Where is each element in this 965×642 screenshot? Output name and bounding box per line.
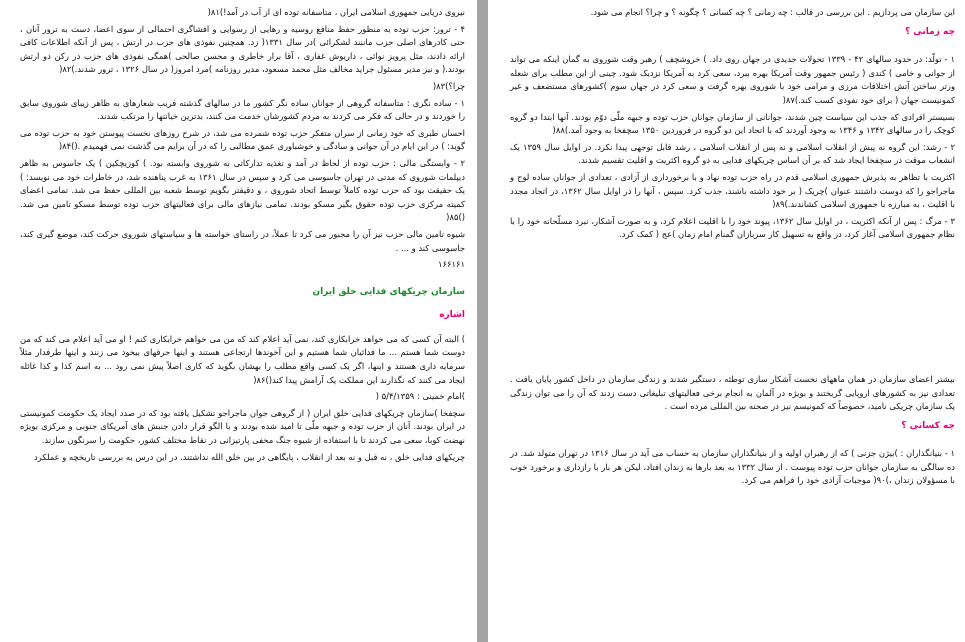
- page-number-note: ۱۶۶۱۶۱: [438, 259, 465, 270]
- paragraph: احسان طبری که خود زمانی از سران متفکر حزب توده شمرده می شد، در شرح روزهای نخست پیوستن خود به حزب توده می گوید: ) در این ایام در آن جوانی و سادگی و خوشباوری عمق مطالبی را که در آن برایم می گذشت نمی فهمیدم .()۸۴(: [20, 127, 465, 152]
- right-page: [488, 0, 965, 642]
- left-page: [0, 0, 477, 642]
- section-heading-org: سازمان چریکهای فدایی خلق ایران: [312, 286, 465, 297]
- paragraph: بیشتر اعضای سازمان در همان ماههای نخست آشکار سازی توطئه ، دستگیر شدند و زندگی سازمان در داخل کشور پایان یافت . تعدادی نیز به کشورهای اروپایی گریختند و بویژه در آلمان به انجام برخی فعالیتهای تبلیغاتی دست زدند که آن را می توان زندگی یک سازمان چریکی نامید، خصوصاً که کمونیسم نیز در صحنه بین المللی مرده است .: [510, 373, 955, 412]
- paragraph: ۱ - بنیانگذاران : )بیژن جزنی ) که از رهبران اولیه و از بنیانگذاران سازمان به حساب می آید در سال ۱۳۱۶ در تهران متولد شد. در ده سالگی به سازمان جوانان حزب توده پیوست . از سال ۱۳۳۲ به بعد بارها به زندان افتاد، لیکن هر بار با رازداری و برخورد خوب با مسؤولان زندان ،)۹۰( موجبات آزادی خود را فراهم می کرد.: [510, 448, 956, 486]
- section-heading-when: چه زمانی ؟: [904, 26, 955, 37]
- paragraph: چرا؟)۸۳(: [432, 80, 465, 91]
- paragraph: ۲ - وابستگی مالی : حزب توده از لحاظ در آمد و تغذیه تدارکاتی به شوروی وابسته بود. ) کوزیچکین ) یک جاسوس به ظاهر دیپلمات شوروی که مدتی در تهران جاسوسی می کرد و سپس در سال ۱۳۶۱ به غرب پناهنده شد، در خاطرات خود می نویسد: ) یک حقیقت بود که حزب توده کاملاً توسط اتحاد شوروی ، و دقیقتر بگویم توسط شعبه بین المللی حفظ می شد. تمامی اعضای کمیته مرکزی حزب توده حقوق بگیر مسکو بودند. تمامی نیازهای مالی برای فعالیتهای حزب توده توسط مسکو تامین می شد.()۸۵(: [20, 157, 465, 223]
- paragraph: نیروی دریایی جمهوری اسلامی ایران ، متاسفانه توده ای از آب در آمد!)۸۱(: [207, 7, 465, 17]
- quote-paragraph: ) البته آن کسی که می خواهد خرابکاری کند، نمی آید اعلام کند که من می خواهم خرابکاری کنم ! او می آید اعلام می کند که من دوست شما هستم ... ما فدائیان شما هستیم و این آخوندها ارتجاعی هستند و اینها حرفهای بیخود می زنند و اینها طرفدار مثلاً سرمایه داری هستند و اینها، اگر یک کسی واقع مطلب را بهشان بگوید که کاری اصلاً پیش نمی رود ... به اسم کذا و کذا غائله ایجاد می کنند که نگذارند این مملکت یک آرامش پیدا کند()۸۶(: [20, 333, 465, 385]
- paragraph: سچفخا )سازمان چریکهای فدایی خلق ایران ( از گروهی جوان ماجراجو تشکیل یافته بود که در صدد ایجاد یک حکومت کمونیستی در ایران بودند. آنان از حزب توده و جبهه ملّی تا امید شده بودند و با الگو قرار دادن جنبش های آمریکای جنوبی و مرکزی بویژه نهضت کوبا، سعی می کردند تا با استفاده از شیوه جنگ مخفی پارتیزانی در نقاط مختلف کشور، حکومت را سرنگون سازند.: [20, 407, 465, 446]
- paragraph: ۴ - ترور: حزب توده به منظور حفظ منافع روسیه و رهایی از رسوایی و افشاگری احتمالی از سوی اعضا، دست به ترور آنان ، حتی کادرهای اصلی حزب ماننند لشکرائی )در سال ۱۳۳۱( زد. همچنین نفوذی های حزب در ارتش ، پس از آنکه اطلاعات کافی ارائه دادند، مثل پرویز نوائی ، داریوش غفاری ، آقا برار خاطری و محسن صالحی )همگی نفوذی های حزب در رکن دو ارتش بودند.( و نیز مدیر مسئول جراید مخالف مثل محمد مسعود، مدیر روزنامه )مرد امروز( در سال ۱۳۲۶ ، ترور شدند.)۸۲(: [20, 23, 465, 75]
- paragraph: ۳ - مرگ : پس از آنکه اکثریت ، در اوایل سال ۱۳۶۲، پیوند خود را با اقلیت اعلام کرد، و به صورت آشکار، نبرد مسلّحانه خود را با نظام جمهوری اسلامی آغاز کرد، در واقع به تسهیل کار سربازان گمنام امام زمان )عج ( کمک کرد.: [510, 215, 955, 240]
- section-heading-ishare: اشاره: [439, 310, 465, 321]
- section-heading-who: چه کسانی ؟: [901, 420, 955, 431]
- paragraph: ۱ - تولّد: در حدود سالهای ۴۲ - ۱۳۳۹ تحولات جدیدی در جهان روی داد. ) خروشچف ) رهبر وقت شوروی به گمان اینکه می تواند از جوانی و خامی ) کندی ( رئیس جمهور وقت آمریکا بهره ببرد، سعی کرد به آمریکا نزدیک شود. چینی از این مطلب برای شعله ورتر ساختن آتش اختلافات مرزی و مرامی خود با شوروی بهره گرفت و سعی کرد در جهان سوم )کشورهای مستضعف و غیر کمونیست جهان ( برای خود نفوذی کسب کند.)۸۷(: [510, 54, 955, 105]
- paragraph: بسیستر افرادی که جذب این سیاست چین شدند، جوانانی از سازمان جوانان حزب توده و جبهه ملّی دوّم بودند. آنها ابتدا دو گروه کوچک را در سالهای ۱۳۴۲ و ۱۳۴۶ به وجود آوردند که با اتحاد این دو گروه در فروردین ۱۳۵۰ سچفخا به وجود آمد.)۸۸(: [510, 111, 955, 136]
- quote-source: )امام خمینی : ۵/۴/۱۳۵۹ (: [375, 391, 465, 402]
- paragraph: این سازمان می پردازیم . این بررسی در قالب : چه زمانی ؟ چه کسانی ؟ چگونه ؟ و چرا؟ انجام می شود.: [590, 7, 955, 17]
- paragraph: شیوه تامین مالی حزب نیز آن را مجبور می کرد تا عملاً، در راستای خواسته ها و سیاستهای شوروی حرکت کند، موضع گیری کند، جاسوسی کند و ... .: [20, 228, 465, 253]
- page-gutter: [477, 0, 488, 642]
- paragraph: ۲ - رشد: این گروه نه پیش از انقلاب اسلامی و نه پس از انقلاب اسلامی ، رشد قابل توجهی پیدا نکرد. در اوایل سال ۱۳۵۹ یک انشعاب موقت در سچفخا ایجاد شد که بر آن اساس چریکهای فدایی به دو گروه اکثریت و اقلیت تقسیم شدند.: [510, 141, 955, 166]
- paragraph: اکثریت با تظاهر به پذیرش جمهوری اسلامی قدم در راه حزب توده نهاد و با برخورداری از آزادی ، تعدادی از جوانان ساده لوح و ماجراجو را که دوست داشتند عنوان )چریک ( بر خود داشته باشند، جذب کرد. سپس ، آنها را در اوایل سال ۱۳۶۲، در اتحاد مجدد با اقلیت ، به مبارزه با جمهوری اسلامی کشاندند.)۸۹(: [510, 171, 956, 210]
- paragraph: ۱ - ساده نگری : متاسفانه گروهی از جوانان ساده نگر کشور ما در سالهای گذشته فریب شعارهای به ظاهر زیبای شوروی سابق را خوردند و در حالی که فکر می کردند به مردم کشورشان خدمت می کنند، بدترین خیانتها را مرتکب شدند.: [20, 97, 465, 122]
- blank-space: [510, 245, 955, 373]
- paragraph: چریکهای فدایی خلق ، نه قبل و نه بعد از انقلاب ، پایگاهی در بین خلق الله نداشتند. در این درس به بررسی تاریخچه و عملکرد: [34, 451, 465, 462]
